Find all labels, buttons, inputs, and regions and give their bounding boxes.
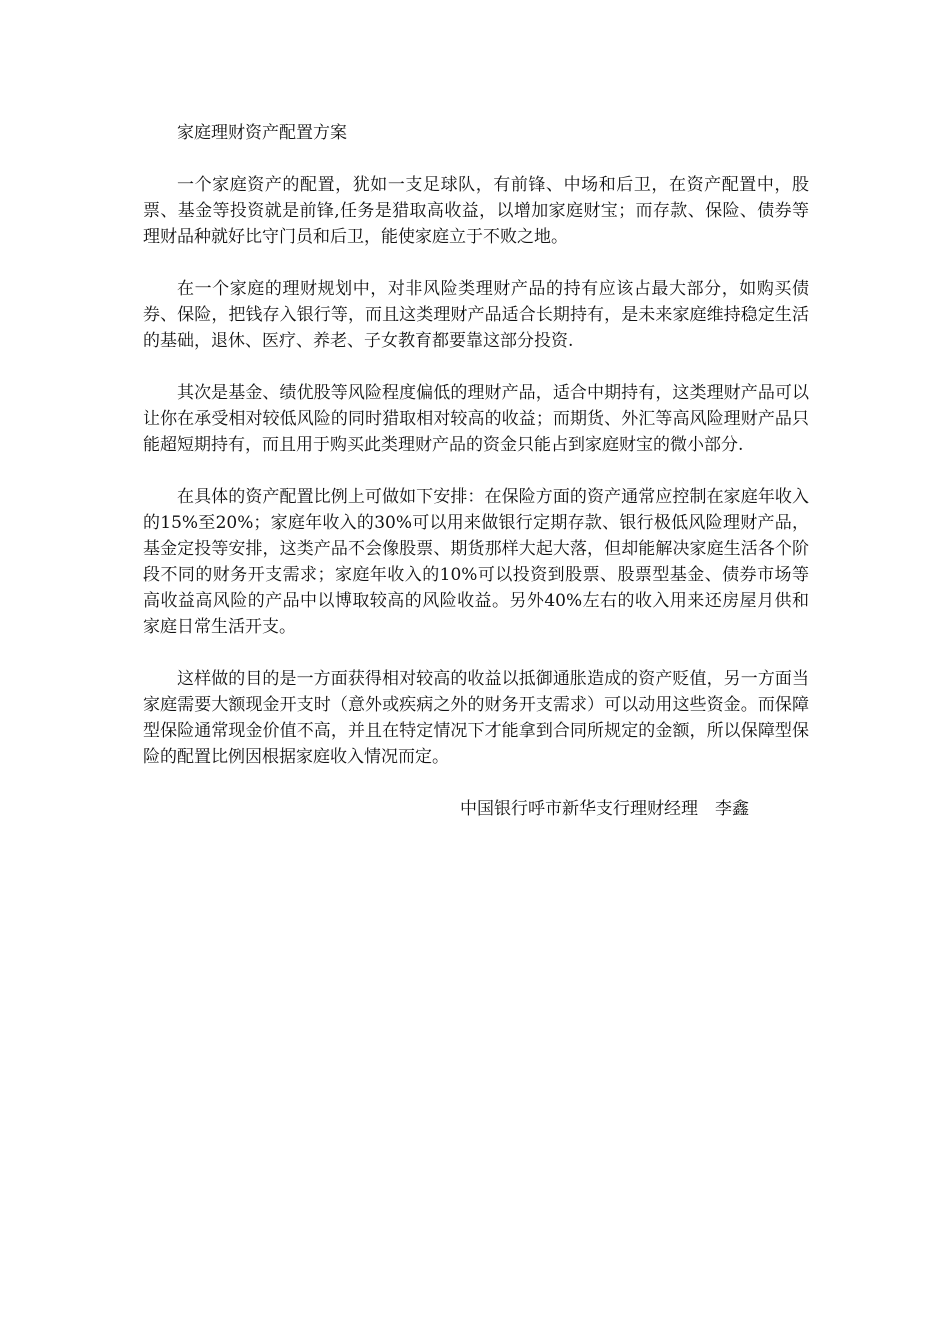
- author-signature: 中国银行呼市新华支行理财经理 李鑫: [460, 799, 749, 819]
- paragraph-football-analogy: 一个家庭资产的配置，犹如一支足球队，有前锋、中场和后卫，在资产配置中，股票、基金等投资就是前锋,任务是猎取高收益，以增加家庭财宝；而存款、保险、债券等理财品种就好比守门员和后卫，能使家庭立于不败之地。: [143, 175, 809, 247]
- document-body: [143, 120, 809, 822]
- paragraph-low-risk-products: 在一个家庭的理财规划中，对非风险类理财产品的持有应该占最大部分，如购买债券、保险，把钱存入银行等，而且这类理财产品适合长期持有，是未来家庭维持稳定生活的基础，退休、医疗、养老、子女教育都要靠这部分投资.: [143, 279, 809, 351]
- paragraph-purpose: 这样做的目的是一方面获得相对较高的收益以抵御通胀造成的资产贬值，另一方面当家庭需要大额现金开支时（意外或疾病之外的财务开支需求）可以动用这些资金。而保障型保险通常现金价值不高，并且在特定情况下才能拿到合同所规定的金额，所以保障型保险的配置比例因根据家庭收入情况而定。: [143, 669, 809, 767]
- paragraph-allocation-ratios: 在具体的资产配置比例上可做如下安排：在保险方面的资产通常应控制在家庭年收入的15%至20%；家庭年收入的30%可以用来做银行定期存款、银行极低风险理财产品，基金定投等安排，这类产品不会像股票、期货那样大起大落，但却能解决家庭生活各个阶段不同的财务开支需求；家庭年收入的10%可以投资到股票、股票型基金、债券市场等高收益高风险的产品中以博取较高的风险收益。另外40%左右的收入用来还房屋月供和家庭日常生活开支。: [143, 487, 809, 637]
- document-title: 家庭理财资产配置方案: [177, 123, 347, 143]
- paragraph-medium-risk-products: 其次是基金、绩优股等风险程度偏低的理财产品，适合中期持有，这类理财产品可以让你在承受相对较低风险的同时猎取相对较高的收益；而期货、外汇等高风险理财产品只能超短期持有，而且用于购买此类理财产品的资金只能占到家庭财宝的微小部分.: [143, 383, 809, 455]
